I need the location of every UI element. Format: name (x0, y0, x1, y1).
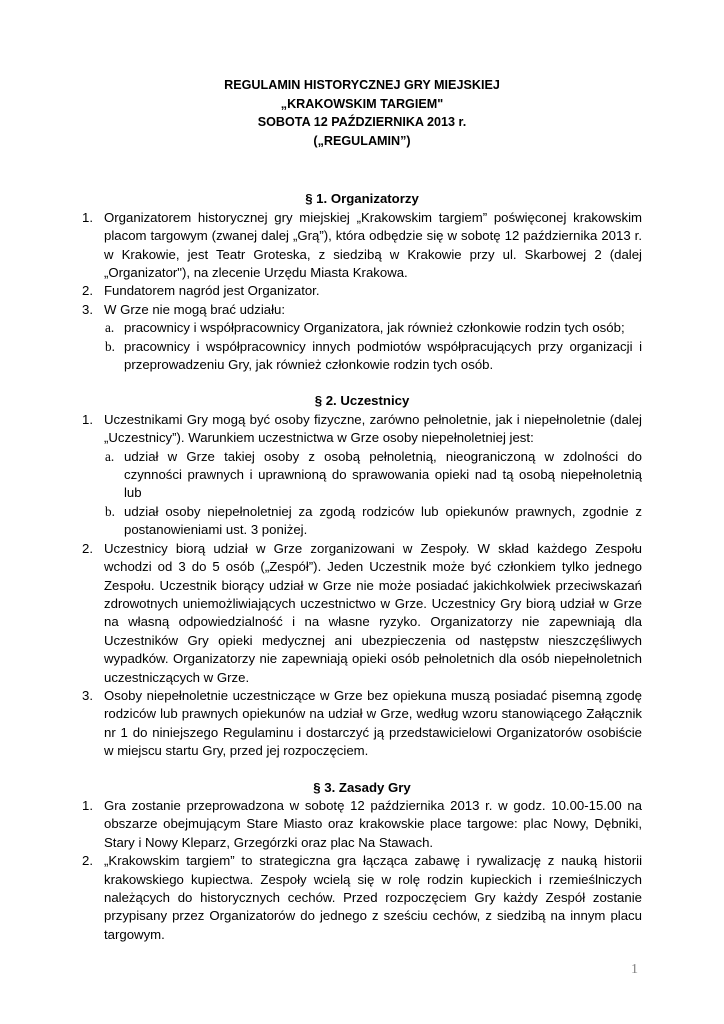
sub-list-item: a. udział w Grze takiej osoby z osobą pełnoletnią, nieograniczoną w zdolności do czynności prawnych i uprawnioną do sprawowania opieki nad tą osobą niepełnoletnią lub (105, 448, 642, 501)
document-page (82, 76, 642, 944)
sub-list-item: b. udział osoby niepełnoletniej za zgodą rodziców lub opiekunów prawnych, zgodnie z postanowieniami ust. 3 poniżej. (105, 503, 642, 538)
section-3-list (82, 797, 642, 944)
title-line-2: „KRAKOWSKIM TARGIEM" (280, 96, 444, 111)
title-line-4: („REGULAMIN”) (313, 133, 411, 148)
section-2-heading: § 2. Uczestnicy (314, 393, 410, 409)
title-line-3: SOBOTA 12 PAŹDZIERNIKA 2013 r. (257, 115, 467, 130)
list-item: 1. Uczestnikami Gry mogą być osoby fizyczne, zarówno pełnoletnie, jak i niepełnoletnie (dalej „Uczestnicy”). Warunkiem uczestnictwa w Grze osoby niepełnoletniej jest: (82, 411, 642, 446)
list-item: 2. Fundatorem nagród jest Organizator. (82, 283, 320, 299)
list-item: 2. Uczestnicy biorą udział w Grze zorganizowani w Zespoły. W skład każdego Zespołu wchodzi od 3 do 5 osób („Zespół”). Jeden Uczestnik może być członkiem tylko jednego Zespołu. Uczestnik biorący udział w Grze nie może posiadać jakichkolwiek przeciwskazań zdrowotnych uniemożliwiających uczestnictwo w Grze. Uczestnicy Gry biorą udział w Grze na własną odpowiedzialność i na własne ryzyko. Organizatorzy nie zapewniają dla Uczestników Gry opieki medycznej ani ubezpieczenia od następstw nieszczęśliwych wypadków. Organizatorzy nie zapewniają opieki osób pełnoletnich dla osób niepełnoletnich uczestniczących w Grze. (82, 540, 642, 685)
document-title (82, 76, 642, 150)
sub-list-item: a. pracownicy i współpracownicy Organizatora, jak również członkowie rodzin tych osób; (105, 320, 625, 336)
list-item: 1. Organizatorem historycznej gry miejskiej „Krakowskim targiem” poświęconej krakowskim placom targowym (zwanej dalej „Grą”), która odbędzie się w sobotę 12 października 2013 r. w Krakowie, jest Teatr Groteska, z siedzibą w Krakowie przy ul. Skarbowej 2 (dalej „Organizator"), na zlecenie Urzędu Miasta Krakowa. (82, 209, 642, 280)
list-item: 1. Gra zostanie przeprowadzona w sobotę 12 października 2013 r. w godz. 10.00-15.00 na obszarze obejmującym Stare Miasto oraz krakowskie place targowe: plac Nowy, Dębniki, Stary i Nowy Kleparz, Grzegórzki oraz plac Na Stawach. (82, 797, 642, 850)
section-1-list (82, 209, 642, 375)
section-1-heading: § 1. Organizatorzy (305, 191, 419, 207)
list-item: 3. W Grze nie mogą brać udziału: (82, 301, 286, 317)
section-2-list (82, 411, 642, 761)
page-number: 1 (631, 962, 638, 977)
list-item: 3. Osoby niepełnoletnie uczestniczące w Grze bez opiekuna muszą posiadać pisemną zgodę rodziców lub prawnych opiekunów na udział w Grze, według wzoru stanowiącego Załącznik nr 1 do niniejszego Regulaminu i dostarczyć ją przedstawicielowi Organizatorów osobiście w miejscu startu Gry, przed jej rozpoczęciem. (82, 687, 642, 759)
title-line-1: REGULAMIN HISTORYCZNEJ GRY MIEJSKIEJ (224, 78, 500, 92)
list-item: 2. „Krakowskim targiem” to strategiczna gra łącząca zabawę i rywalizację z nauką historii krakowskiego kupiectwa. Zespoły wcielą się w rolę rodzin kupieckich i rzemieślniczych należących do historycznych cechów. Przed rozpoczęciem Gry każdy Zespół zostanie przypisany przez Organizatorów do jednego z sześciu cechów, z siedzibą na innym placu targowym. (82, 853, 642, 942)
sub-list-item: b. pracownicy i współpracownicy innych podmiotów współpracujących przy organizacji i przeprowadzeniu Gry, jak również członkowie rodzin tych osób. (105, 338, 642, 373)
section-3-heading: § 3. Zasady Gry (313, 779, 411, 795)
